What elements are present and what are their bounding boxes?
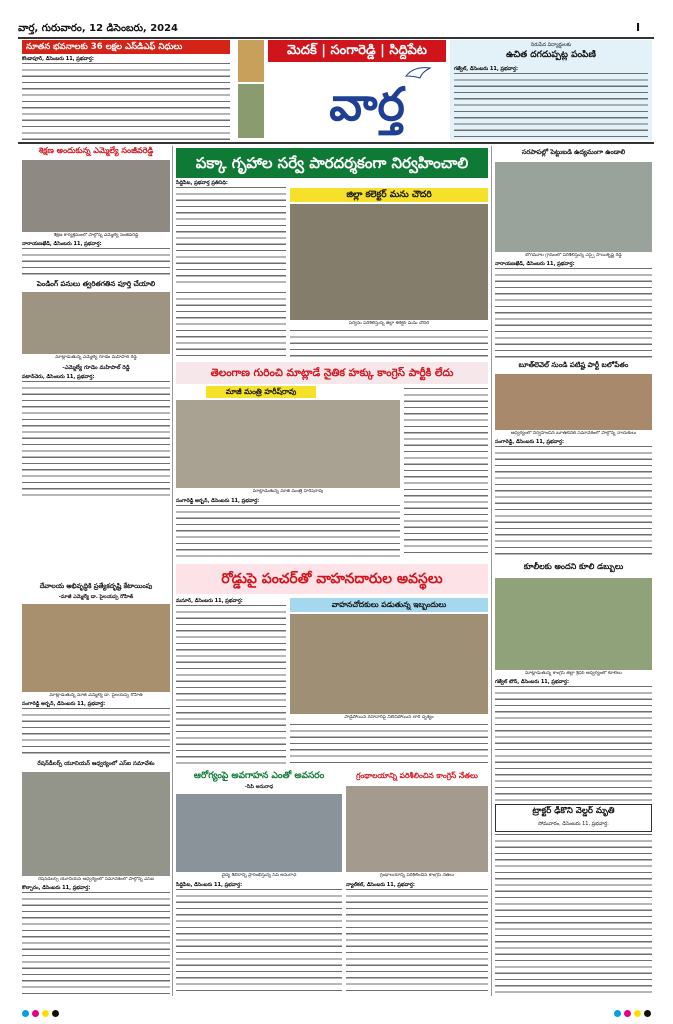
right-body-2 <box>495 439 652 557</box>
right-dateline-3: గజ్వేల్ టౌన్, డిసెంబరు 11, ప్రభవార్త: <box>495 679 569 685</box>
top-left-body <box>22 56 230 140</box>
left-h4: దేవాలయ అభివృద్ధికి ప్రత్యేకదృష్టి కేటాయింపు <box>39 582 153 590</box>
lead-headline: పక్కా గృహాల సర్వే పారదర్శకంగా నిర్వహించాలి <box>176 148 488 178</box>
left-cap-5: రేషన్‌డీలర్స్ యూనియన్ ఆధ్వర్యంలో సమావేశంలో పాల్గొన్న ఎస్ఐ <box>38 877 154 882</box>
left-photo-4 <box>22 604 170 692</box>
harish-dateline: సంగారెడ్డి అర్బన్, డిసెంబరు 11, ప్రభవార్త: <box>176 498 260 504</box>
road-caption: పాడైపోయిన రహదారిపై నిలిచిపోయిన లారీ దృశ్యం <box>344 715 434 720</box>
road-photo <box>290 614 488 714</box>
right-h4: ట్రాక్టర్ ఢీకొని వెల్డర్ మృతి <box>532 806 615 816</box>
top-right-headline: ఉచిత దగదుప్పట్ల పంపిణీ <box>506 50 596 60</box>
left-photo-1 <box>22 160 170 232</box>
road-body-left <box>176 598 286 764</box>
left-dateline-1: నారాయణఖేడ్, డిసెంబరు 11, ప్రభవార్త: <box>22 241 102 247</box>
left-dateline-3: పటాన్‌చెరు, డిసెంబరు 11, ప్రభవార్త: <box>22 374 95 380</box>
lead-photo <box>290 204 488 320</box>
top-right-dateline: గజ్వేల్, డిసెంబరు 11, ప్రభవార్త: <box>454 66 518 72</box>
left-h4-sub: -మాజీ ఎమ్మెల్యే డా. పైలయప్ప రోహిత్ <box>58 594 134 600</box>
masthead-photo-1 <box>238 40 264 82</box>
road-sub: వాహనచోదకులు పడుతున్న ఇబ్బందులు <box>290 598 488 612</box>
dove-icon <box>404 64 432 82</box>
right-h3: కూలీలకు అందని కూలి డబ్బులు <box>523 562 624 571</box>
left-body-4 <box>22 701 170 757</box>
left-h1: శిక్షణ అందుకున్న ఎమ్మెల్యే సంజీవరెడ్డి <box>38 146 154 155</box>
reg-mark-cyan-r <box>614 1010 621 1017</box>
lead-body-col1 <box>176 180 286 288</box>
reg-mark-cyan <box>22 1010 29 1017</box>
right-photo-2 <box>495 374 652 430</box>
health-body <box>176 882 342 996</box>
left-h3: -ఎమ్మెల్యే గూడెం మహిపాల్ రెడ్డి <box>62 365 130 371</box>
health-dateline: సిద్దిపేట, డిసెంబరు 11, ప్రభవార్త: <box>176 882 243 888</box>
harish-sub: మాజీ మంత్రి హరీష్‌రావు <box>206 386 316 398</box>
top-rule <box>18 37 654 39</box>
district-banner: మెదక్ | సంగారెడ్డి | సిద్దిపేట <box>268 40 446 62</box>
left-dateline-4: సంగారెడ్డి అర్బన్, డిసెంబరు 11, ప్రభవార్త: <box>22 701 106 707</box>
health-sub: -సిపి అనురాధ <box>244 784 274 790</box>
reg-mark-yellow-r <box>634 1010 641 1017</box>
right-body-3 <box>495 679 652 801</box>
right-body-4 <box>495 834 652 996</box>
road-dateline: మనూర్, డిసెంబరు 11, ప్రభవార్త: <box>176 598 243 604</box>
road-body-right <box>290 724 488 764</box>
right-cap-3: మాట్లాడుతున్న కాంగ్రెస్ జిల్లా శ్రీధర్ ఆధ్వర్యంలో కూలీలు <box>525 671 622 676</box>
village-dateline: న్యాల్‌కల్, డిసెంబరు 11, ప్రభవార్త: <box>346 882 415 888</box>
top-left-headline: నూతన భవనాలకు 36 లక్షల ఎస్‌డిఎఫ్ నిధులు <box>22 40 230 54</box>
left-body-1 <box>22 241 170 279</box>
left-h5: రేషన్‌డీలర్స్ యూనియన్ ఆధ్వర్యంలో ఎస్ఐ సమావేశం <box>37 761 155 767</box>
top-left-dateline: కొండాపూర్, డిసెంబరు 11, ప్రభవార్త: <box>22 56 94 62</box>
left-photo-2 <box>22 292 170 354</box>
right-cap-2: ఆధ్వర్యంలో నిర్వహించిన బూత్‌లెవెల్ సమావేశంలో పాల్గొన్న నాయకులు <box>510 431 637 436</box>
reg-mark-black-r <box>644 1010 651 1017</box>
reg-mark-magenta <box>32 1010 39 1017</box>
masthead-bottom-rule <box>18 142 654 144</box>
right-h2: బూత్‌లెవెల్ నుండి పటిష్ట పార్టీ బలోపేతం <box>518 361 629 369</box>
top-date: వార్త, గురువారం, 12 డిసెంబరు, 2024 <box>18 23 179 34</box>
left-cap-1: శిక్షణ కార్యక్రమంలో పాల్గొన్న ఎమ్మెల్యే సంజీవరెడ్డి <box>53 233 139 238</box>
village-headline: గ్రంథాలయాన్ని పరిశీలించిన కాంగ్రెస్ నేతలు <box>356 771 478 780</box>
newspaper-logo: వార్త <box>329 77 405 131</box>
right-photo-1 <box>495 162 652 252</box>
page-number: I <box>636 21 641 34</box>
right-h1: సరపాపల్లో పెట్టుబడి ఉద్యమంగా ఉండాలి <box>521 148 626 156</box>
left-col-divider <box>172 146 173 996</box>
harish-caption: మాట్లాడుతున్న మాజీ మంత్రి హరీష్‌రావు <box>252 489 324 494</box>
village-caption: గ్రంథాలయాన్ని పరిశీలించిన కాంగ్రెస్ నేతలు <box>379 873 455 878</box>
right-photo-3 <box>495 578 652 670</box>
right-body-1 <box>495 261 652 359</box>
right-dateline-2: సంగారెడ్డి, డిసెంబరు 11, ప్రభవార్త: <box>495 439 564 445</box>
left-cap-2: మాట్లాడుతున్న ఎమ్మెల్యే గూడెం మహిపాల్ రెడ్డి <box>55 355 137 360</box>
right-dateline-1: నారాయణఖేడ్, డిసెంబరు 11, ప్రభవార్త: <box>495 261 575 267</box>
top-right-kicker: నిరుపేద విద్యార్థులకు <box>530 42 572 48</box>
lead-sub: జిల్లా కలెక్టర్ మను చౌదరి <box>290 188 488 202</box>
health-photo <box>176 794 342 872</box>
reg-mark-yellow <box>42 1010 49 1017</box>
left-h2: పెండింగ్ పనులు త్వరితగతిన పూర్తి చేయాలి <box>36 280 156 288</box>
village-body <box>346 882 488 996</box>
left-photo-5 <box>22 772 170 876</box>
lead-body-bottom <box>290 330 488 358</box>
lead-body-col1b <box>176 292 286 356</box>
health-caption: వైద్య శిబిరాన్ని ప్రారంభిస్తున్న సిపి అనురాధ <box>221 873 297 878</box>
village-photo <box>346 786 488 872</box>
harish-photo <box>176 400 400 488</box>
masthead-photo-2 <box>238 84 264 138</box>
reg-mark-black <box>52 1010 59 1017</box>
lead-caption: సర్వేను పరిశీలిస్తున్న జిల్లా కలెక్టర్ మను చౌదరి <box>348 321 430 326</box>
left-body-5 <box>22 885 170 995</box>
right-h4-sub: సోమవారం, డిసెంబరు 11, ప్రభవార్త: <box>538 821 609 827</box>
harish-headline: తెలంగాణ గురించి మాట్లాడే నైతిక హక్కు కాంగ్రెస్ పార్టీకి లేదు <box>176 362 488 384</box>
road-headline: రోడ్డుపై పంచర్‌తో వాహనదారుల అవస్థలు <box>176 564 488 594</box>
top-right-body <box>454 66 648 138</box>
left-dateline-5: కొల్చారం, డిసెంబరు 11, ప్రభవార్త: <box>22 885 91 891</box>
left-body-3 <box>22 374 170 498</box>
right-cap-1: బోగమూల గ్రామంలో పరిశీలిస్తున్న ఎస్సై సాయికృష్ణ రెడ్డి <box>525 253 622 258</box>
harish-body-right <box>404 388 488 558</box>
right-col-divider <box>491 146 492 996</box>
reg-mark-magenta-r <box>624 1010 631 1017</box>
harish-body-left <box>176 498 400 558</box>
health-headline: ఆరోగ్యంపై అవగాహన ఎంతో అవసరం <box>193 771 325 781</box>
lead-dateline: సిద్దిపేట, ప్రభవార్త ప్రతినిధి: <box>176 180 228 186</box>
left-cap-4: మాట్లాడుతున్న మాజీ ఎమ్మెల్యే డా. పైలయప్ప రోహిత్ <box>49 693 143 698</box>
